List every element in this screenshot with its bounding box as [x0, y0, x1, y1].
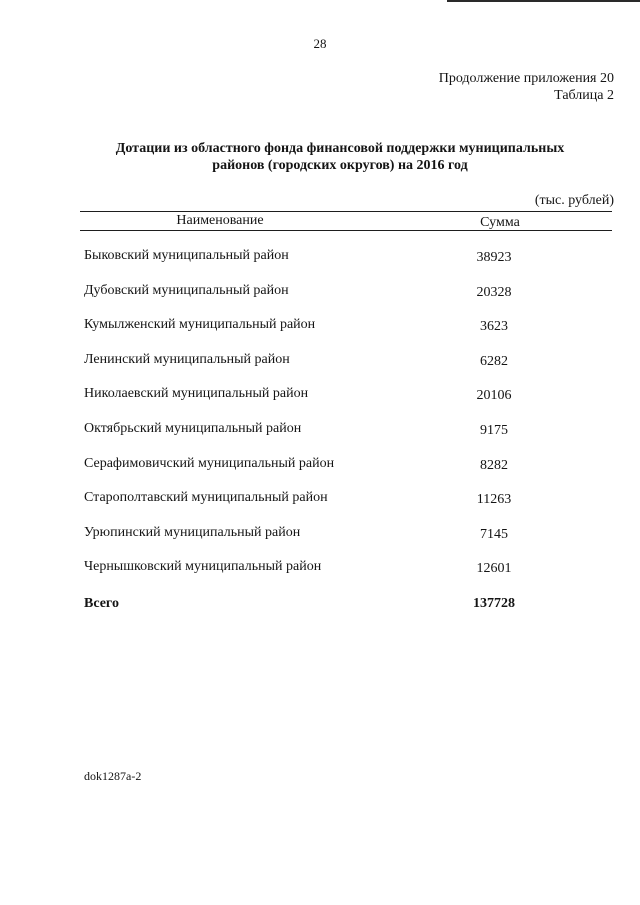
table-row: [84, 456, 604, 491]
row-name: Октябрьский муниципальный район: [84, 420, 302, 436]
table-label: Таблица 2: [554, 88, 614, 103]
table-row: [84, 352, 604, 387]
title-line-2: районов (городских округов) на 2016 год: [212, 158, 468, 173]
row-value: 20106: [476, 388, 512, 404]
total-value: 137728: [473, 596, 515, 611]
page-number: 28: [313, 36, 327, 51]
table-row: [84, 559, 604, 594]
row-name: Дубовский муниципальный район: [84, 282, 289, 298]
row-value: 3623: [480, 319, 508, 335]
table-row: [84, 421, 604, 456]
appendix-note: [439, 70, 614, 104]
row-value: 8282: [480, 457, 508, 473]
row-name: Ленинский муниципальный район: [84, 351, 290, 367]
column-header-name: Наименование: [176, 213, 264, 228]
row-value: 12601: [476, 561, 512, 577]
table-row: [84, 317, 604, 352]
top-edge-rule: [447, 0, 640, 2]
column-header-sum: Сумма: [480, 215, 520, 230]
row-name: Урюпинский муниципальный район: [84, 524, 301, 540]
table-row: [84, 248, 604, 283]
row-value: 11263: [476, 492, 512, 508]
table-row: [84, 525, 604, 560]
table-header-rule: [80, 230, 612, 231]
document-title: [60, 140, 620, 174]
table-row: [84, 490, 604, 525]
title-line-1: Дотации из областного фонда финансовой поддержки муниципальных: [115, 141, 565, 156]
row-name: Быковский муниципальный район: [84, 248, 289, 263]
table-top-rule: [80, 211, 612, 212]
total-label: Всего: [84, 596, 119, 611]
table-body: [84, 248, 604, 594]
row-value: 9175: [480, 422, 508, 438]
table-row: [84, 283, 604, 318]
row-name: Старополтавский муниципальный район: [84, 490, 328, 506]
row-value: 6282: [480, 353, 508, 369]
row-name: Кумылженский муниципальный район: [84, 317, 316, 333]
row-name: Серафимовичский муниципальный район: [84, 455, 335, 471]
table-row: [84, 386, 604, 421]
appendix-continuation: Продолжение приложения 20: [438, 71, 614, 86]
row-name: Чернышковский муниципальный район: [84, 559, 322, 575]
row-name: Николаевский муниципальный район: [84, 386, 309, 402]
row-value: 38923: [476, 250, 512, 265]
row-value: 7145: [480, 526, 508, 542]
row-value: 20328: [476, 284, 512, 300]
total-row: [84, 596, 604, 612]
document-code: dok1287a-2: [84, 769, 142, 783]
units-note: (тыс. рублей): [534, 193, 614, 208]
